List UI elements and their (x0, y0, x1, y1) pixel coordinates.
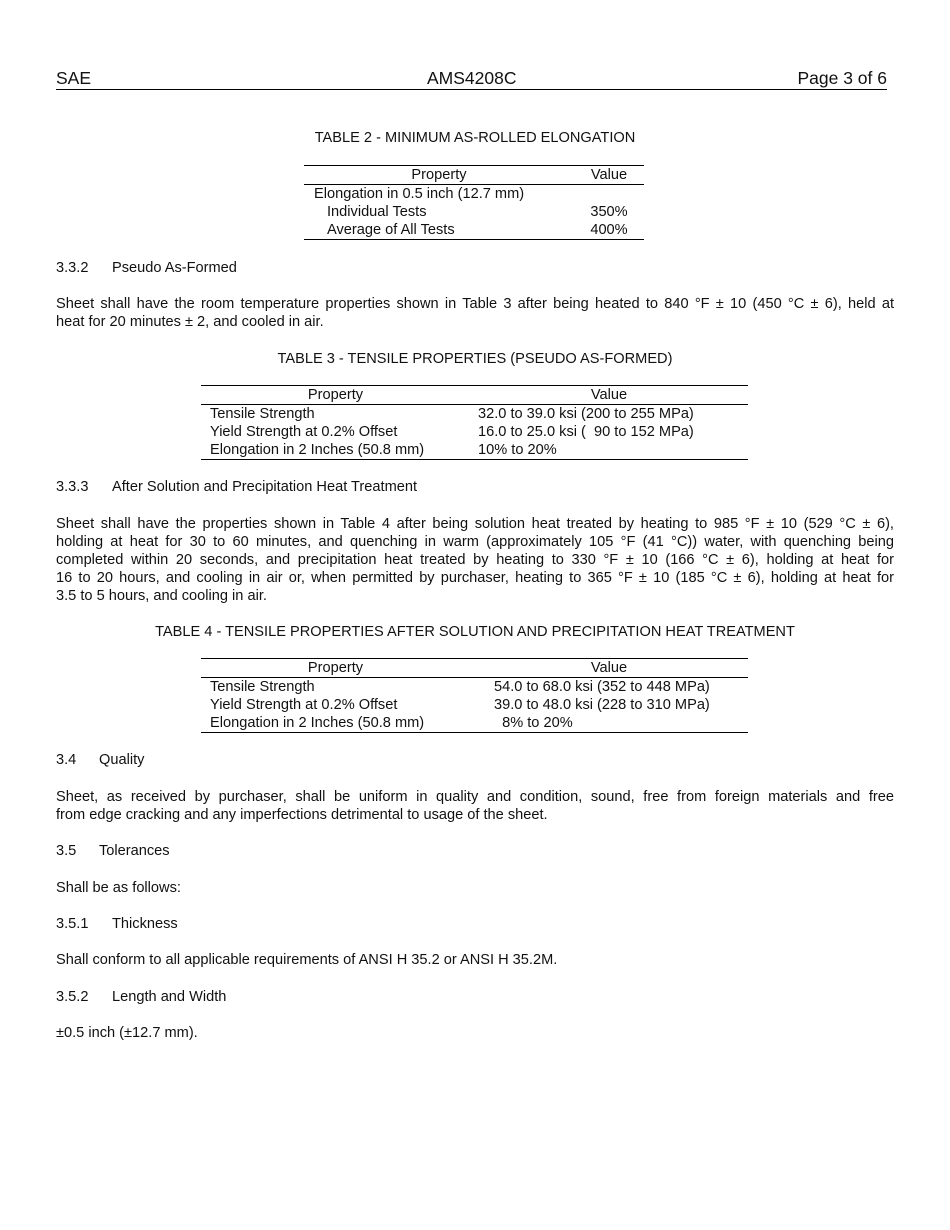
table-row (201, 441, 748, 460)
table2-caption: TABLE 2 - MINIMUM AS-ROLLED ELONGATION (314, 130, 636, 146)
table4-caption: TABLE 4 - TENSILE PROPERTIES AFTER SOLUTION AND PRECIPITATION HEAT TREATMENT (155, 624, 795, 640)
section-title: After Solution and Precipitation Heat Treatment (112, 479, 418, 495)
section-heading-3-5-2 (56, 988, 226, 1006)
section-title: Length and Width (112, 989, 227, 1005)
section-body-3-4 (56, 788, 894, 824)
table4-header-value: Value (470, 659, 748, 678)
table-row (201, 405, 748, 424)
table2-cell-value: 400% (574, 221, 644, 240)
table2-cell-value: 350% (590, 204, 628, 220)
section-title: Tolerances (99, 843, 170, 859)
table-row (201, 678, 748, 697)
table-row (201, 714, 748, 733)
table3-cell-value: 10% to 20% (470, 441, 748, 460)
table2-header-value: Value (574, 166, 644, 185)
paragraph-line: Sheet, as received by purchaser, shall be uniform in quality and condition, sound, free from foreign materials and free (56, 789, 894, 805)
section-number: 3.5.1 (56, 916, 89, 932)
section-number: 3.5 (56, 843, 77, 859)
table2-cell-value (574, 185, 644, 204)
section-number: 3.3.3 (56, 479, 89, 495)
section-body-3-5-1 (56, 951, 894, 969)
paragraph-line: Sheet shall have the properties shown in Table 4 after being solution heat treated by heating to 985 °F ± 10 (529 °C ± 6), (56, 516, 894, 532)
table4 (201, 658, 748, 733)
table3-cell-property: Elongation in 2 Inches (50.8 mm) (201, 441, 470, 460)
table2-cell-property: Elongation in 0.5 inch (12.7 mm) (314, 186, 525, 202)
table4-header-row (201, 659, 748, 678)
paragraph-line: heat for 20 minutes ± 2, and cooled in air. (56, 314, 324, 330)
paragraph-line: Sheet shall have the room temperature properties shown in Table 3 after being heated to 840 °F ± 10 (450 °C ± 6), held at (56, 296, 894, 312)
paragraph-line: from edge cracking and any imperfections detrimental to usage of the sheet. (56, 807, 548, 823)
paragraph-line: ±0.5 inch (±12.7 mm). (56, 1025, 198, 1041)
paragraph-line: 16 to 20 hours, and cooling in air or, when permitted by purchaser, heating to 365 °F ± 10 (185 °C ± 6), holding at heat for (56, 570, 894, 586)
section-title: Pseudo As-Formed (112, 260, 237, 276)
table3-caption: TABLE 3 - TENSILE PROPERTIES (PSEUDO AS-FORMED) (277, 351, 673, 367)
table3-header-value: Value (470, 386, 748, 405)
table2-header-row (304, 166, 644, 185)
section-heading-3-5 (56, 842, 170, 860)
header-doc-number: AMS4208C (427, 68, 517, 88)
paragraph-line: 3.5 to 5 hours, and cooling in air. (56, 588, 267, 604)
paragraph-line: Shall be as follows: (56, 880, 181, 896)
table-row (201, 696, 748, 714)
section-title: Thickness (112, 916, 178, 932)
paragraph-line: Shall conform to all applicable requirements of ANSI H 35.2 or ANSI H 35.2M. (56, 952, 558, 968)
table2-cell-property: Individual Tests (327, 204, 427, 220)
header-page-number: Page 3 of 6 (797, 68, 887, 88)
table3-cell-value: 32.0 to 39.0 ksi (200 to 255 MPa) (478, 406, 694, 422)
table-row (304, 221, 644, 240)
section-body-3-3-2 (56, 295, 894, 331)
table3-cell-value: 16.0 to 25.0 ksi ( 90 to 152 MPa) (478, 424, 694, 440)
section-number: 3.5.2 (56, 989, 89, 1005)
section-number: 3.3.2 (56, 260, 89, 276)
table4-cell-value: 54.0 to 68.0 ksi (352 to 448 MPa) (494, 679, 710, 695)
table4-cell-property: Tensile Strength (210, 679, 315, 695)
table3-header-property: Property (201, 386, 470, 405)
paragraph-line: completed within 20 seconds, and precipitation heat treated by heating to 330 °F ± 10 (166 °C ± 6), holding at heat for (56, 552, 894, 568)
table3 (201, 385, 748, 460)
table4-cell-property: Elongation in 2 Inches (50.8 mm) (201, 714, 470, 733)
paragraph-line: holding at heat for 30 to 60 minutes, and quenching in warm (approximately 105 °F (41 °C)) water, with quenching being (56, 534, 894, 550)
section-body-3-5-2 (56, 1024, 894, 1042)
table-row (304, 203, 644, 221)
section-body-3-3-3 (56, 515, 894, 605)
section-heading-3-4 (56, 751, 144, 769)
table-row (201, 423, 748, 441)
table4-cell-value: 39.0 to 48.0 ksi (228 to 310 MPa) (494, 697, 710, 713)
table2-header-property: Property (304, 166, 574, 185)
header-org: SAE (56, 68, 92, 88)
section-heading-3-5-1 (56, 915, 178, 933)
table4-cell-property: Yield Strength at 0.2% Offset (210, 697, 398, 713)
table3-header-row (201, 386, 748, 405)
section-number: 3.4 (56, 752, 77, 768)
table3-cell-property: Yield Strength at 0.2% Offset (210, 424, 398, 440)
table4-header-property: Property (201, 659, 470, 678)
table2 (304, 165, 644, 240)
table4-cell-value: 8% to 20% (470, 714, 748, 733)
section-heading-3-3-3 (56, 478, 417, 496)
table2-cell-property: Average of All Tests (304, 221, 574, 240)
section-heading-3-3-2 (56, 259, 237, 277)
section-title: Quality (99, 752, 145, 768)
section-body-3-5 (56, 879, 894, 897)
table3-cell-property: Tensile Strength (210, 406, 315, 422)
page-header (56, 69, 887, 90)
table-row (304, 185, 644, 204)
